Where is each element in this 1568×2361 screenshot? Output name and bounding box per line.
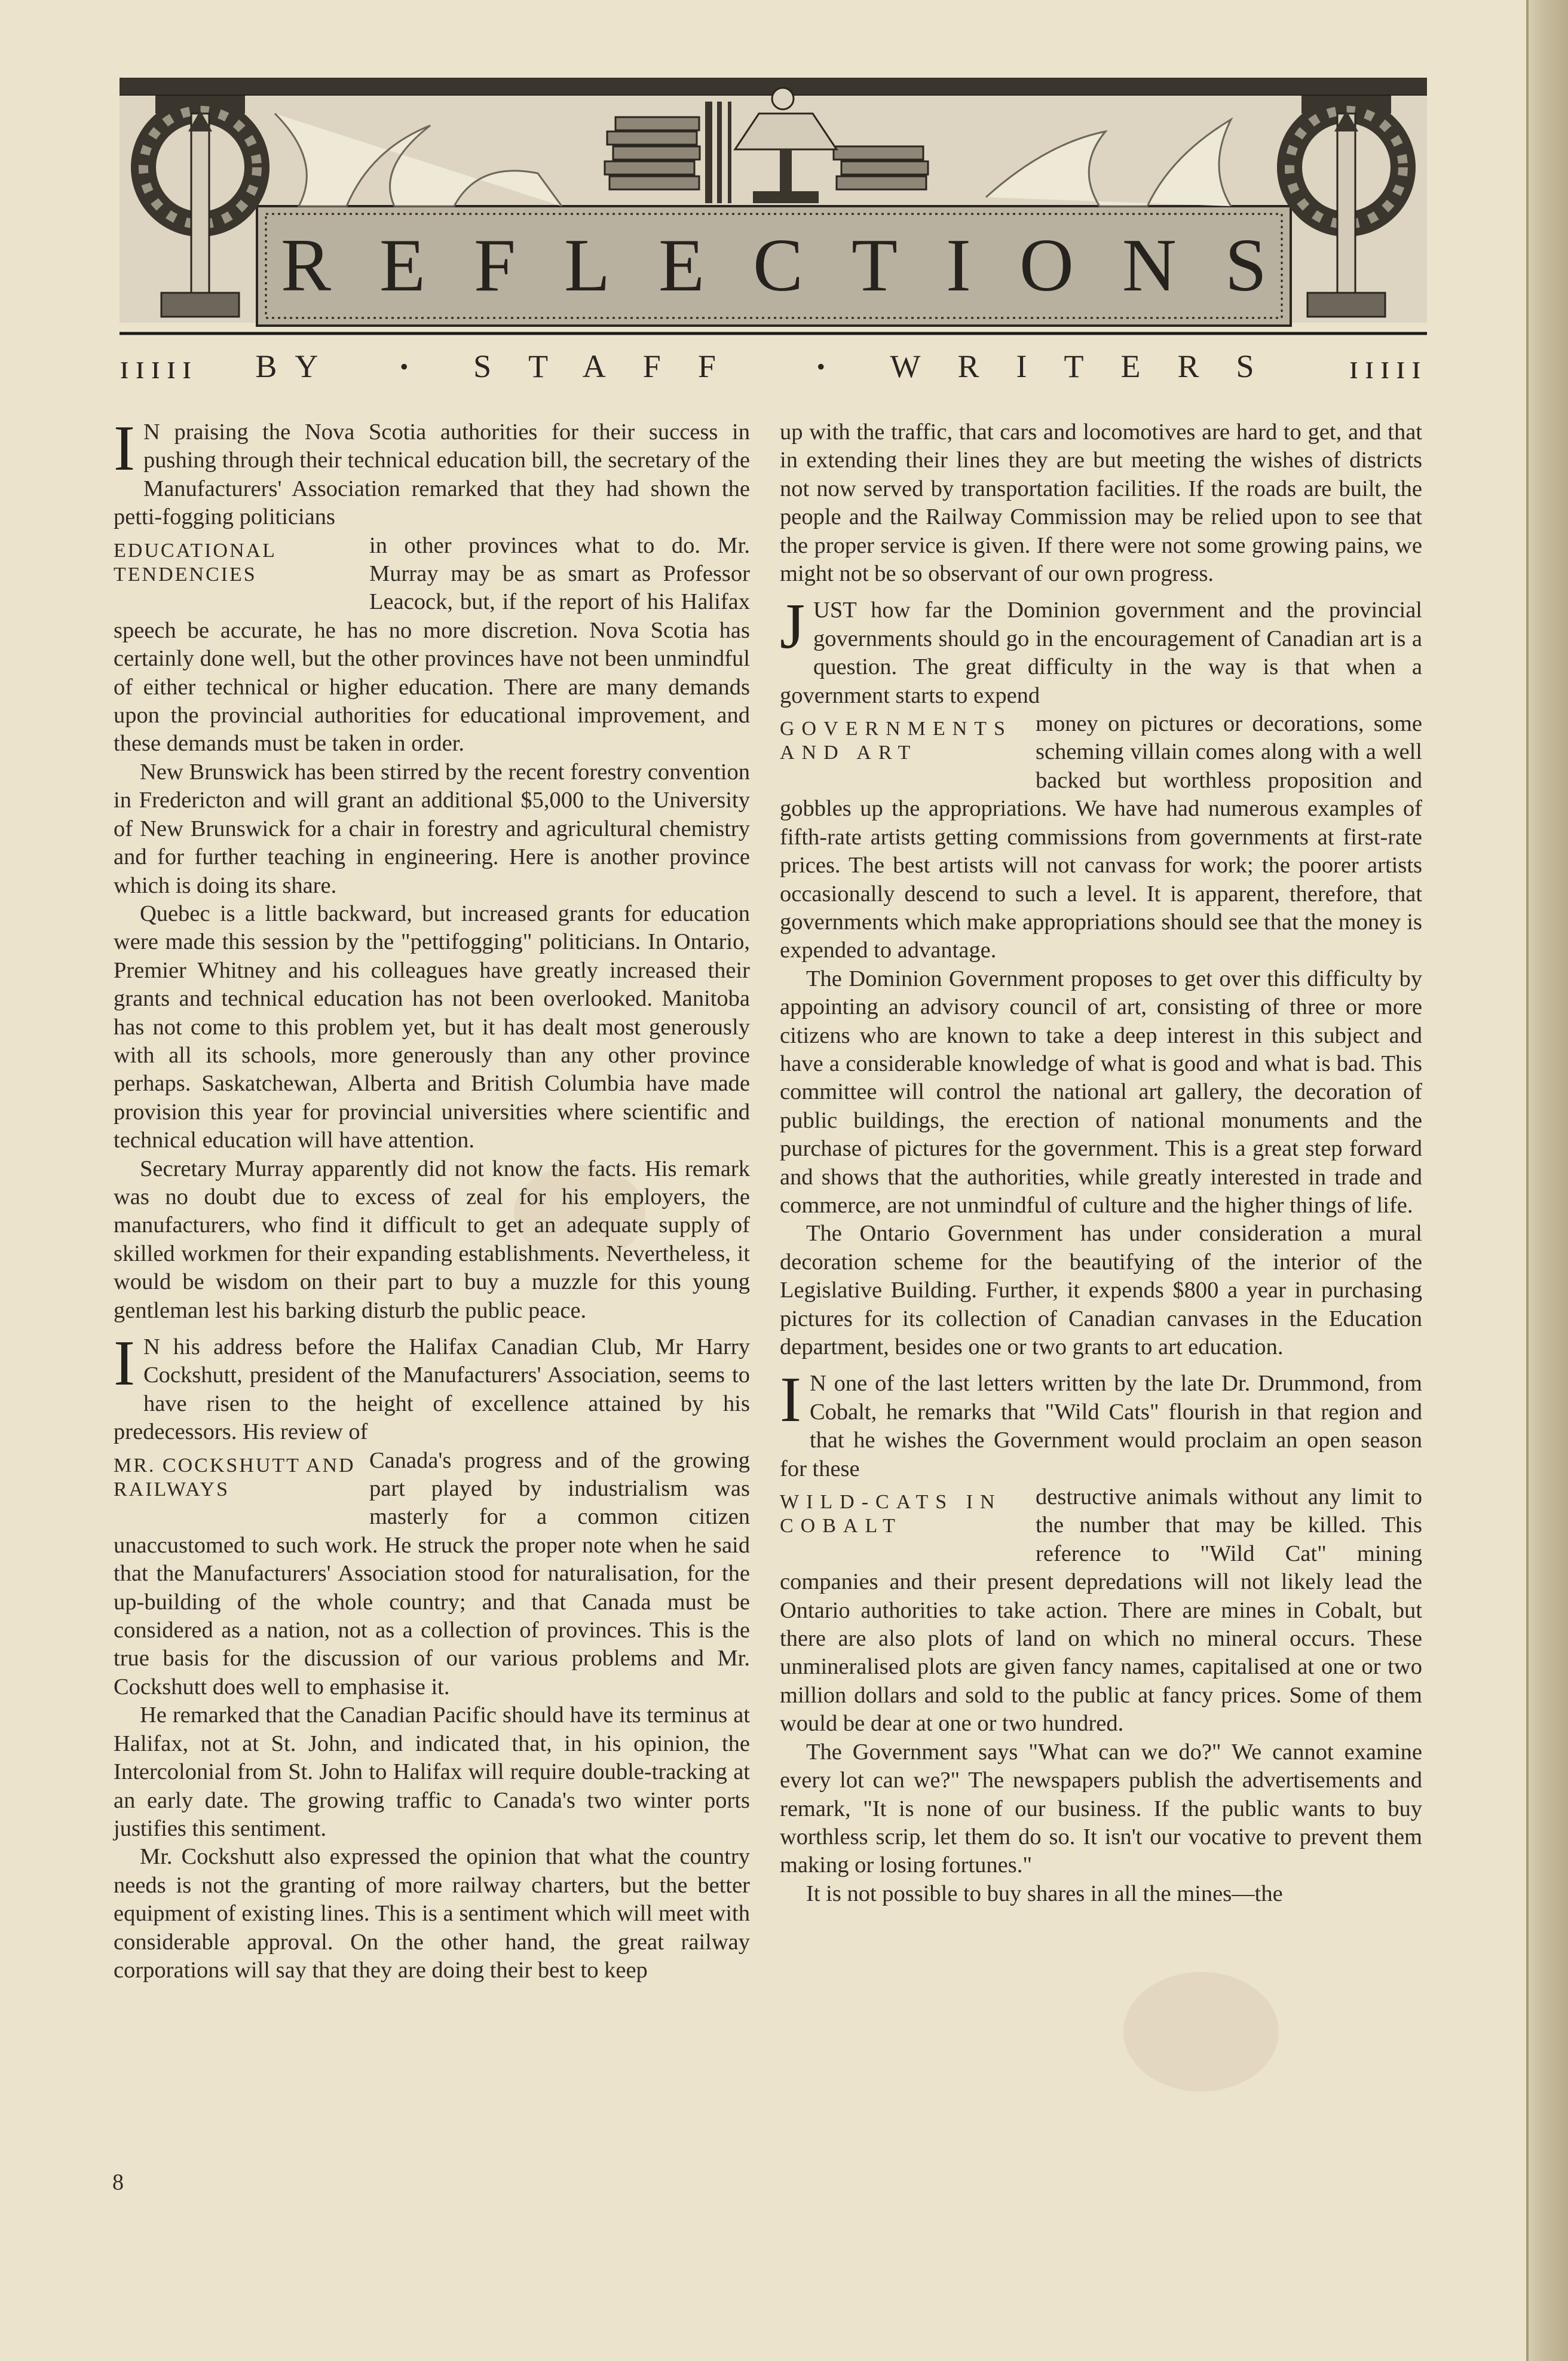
lead-text: N his address before the Halifax Canadian Club, Mr Harry Cockshutt, president of the Manufacturers' Association, seems to have risen to the height of excellence attained by his predecessors. His review of xyxy=(114,1334,750,1445)
article-cockshutt-railways xyxy=(114,1328,750,1985)
title-letter: C xyxy=(752,224,803,307)
title-letter: E xyxy=(379,224,425,307)
byline-dot: • xyxy=(816,353,826,380)
wrapped-text: Canada's progress and of the growing part played by industrialism was masterly for a common citizen unaccustomed to such work. He struck the proper note when he said that the Manufacturers' Association stood for naturalisation, for the up-building of the whole country; and that Canada must be considered as a nation, not as a collection of provinces. This is the true basis for the discussion of our various problems and Mr. Cockshutt does well to emphasise it. xyxy=(114,1447,750,1699)
title-letter: E xyxy=(659,224,705,307)
byline-ornament-left: ɪɪɪɪɪ xyxy=(120,347,198,386)
paragraph: Mr. Cockshutt also expressed the opinion that what the country needs is not the granting of more railway charters, but the better equipment of existing lines. This is a sentiment which will meet with considerable approval. On the other hand, the great railway corporations will say that they are doing their best to keep xyxy=(114,1844,750,1983)
right-column xyxy=(780,418,1422,1908)
continued-paragraph: up with the traffic, that cars and locomotives are hard to get, and that in extending their lines they are but meeting the wishes of districts not now served by transportation facilities. If the roads are built, the people and the Railway Commission may be relied upon to see that the proper service is given. If there were not some growing pains, we might not be so observant of our own progress. xyxy=(780,419,1422,587)
wrapped-text: destructive animals without any limit to the number that may be killed. This reference to "Wild Cat" mining companies and their present depredations will not likely lead the Ontario authorities to take action. There are mines in Cobalt, but there are also plots of land on which no mineral occurs. These unmineralised plots are given fancy names, capitalised at one or two million dollars and sold to the public at fancy prices. Some of them would be dear at one or two hundred. xyxy=(780,1484,1422,1737)
page-edge-line xyxy=(1526,0,1529,2361)
byline-writers: WRITERS xyxy=(890,348,1291,384)
drop-cap: J xyxy=(780,591,806,663)
paragraph: Secretary Murray apparently did not know the facts. His remark was no doubt due to excess of zeal for his employers, the manufacturers, who find it difficult to get an adequate supply of skilled workmen for their expanding establishments. Nevertheless, it would be wisdom on their part to buy a muzzle for this young gentleman lest his barking disturb the public peace. xyxy=(114,1156,750,1323)
paragraph: The Ontario Government has under consideration a mural decoration scheme for the beautifying of the interior of the Legislative Building. Further, it expends $800 a year in purchasing pictures for its collection of Canadian canvases in the Education department, besides one or two grants to art education. xyxy=(780,1221,1422,1359)
article-wild-cats-in-cobalt xyxy=(780,1364,1422,1908)
title-letter: O xyxy=(1019,224,1074,307)
paper-stain xyxy=(1123,1972,1279,2091)
title-letter: N xyxy=(1122,224,1177,307)
lead-text: N praising the Nova Scotia authorities for their success in pushing through their technical education bill, the secretary of the Manufacturers' Association remarked that they had shown the petti-fogging politicians xyxy=(114,419,750,530)
title-letter: I xyxy=(945,224,971,307)
title-letter: F xyxy=(473,224,516,307)
drop-cap: I xyxy=(780,1364,801,1436)
drop-cap: I xyxy=(114,413,135,484)
paragraph: New Brunswick has been stirred by the recent forestry convention in Fredericton and will grant an additional $5,000 to the University of New Brunswick for a chair in forestry and agricultural chemistry and for further teaching in engineering. Here is another province which is doing its share. xyxy=(114,759,750,898)
article-lead xyxy=(114,413,750,532)
title-letter: L xyxy=(564,224,611,307)
paragraph: The Dominion Government proposes to get over this difficulty by appointing an advisory council of art, consisting of three or more citizens who are known to take a deep interest in this subject and have a considerable knowledge of what is good and what is bad. This committee will control the national art gallery, the decoration of public buildings, the erection of national monuments and the purchase of pictures for the government. This is a great step forward and shows that the authorities, while greatly interested in trade and commerce, are not unmindful of culture and the higher things of life. xyxy=(780,966,1422,1218)
left-column xyxy=(114,413,750,1985)
byline-staff: STAFF xyxy=(473,348,753,384)
title-letter: T xyxy=(851,224,898,307)
drop-cap: I xyxy=(114,1328,135,1399)
paragraph: Quebec is a little backward, but increased grants for education were made this session by the "pettifogging" politicians. In Ontario, Premier Whitney and his colleagues have greatly increased their grants and technical education has not been overlooked. Manitoba has not come to this problem yet, but it has dealt most generously with all its schools, more generously than any other province perhaps. Saskatchewan, Alberta and British Columbia have made provision this year for provincial universities where scientific and technical education will have attention. xyxy=(114,901,750,1153)
page-edge xyxy=(1526,0,1568,2361)
article-lead xyxy=(780,1364,1422,1483)
article-governments-and-art xyxy=(780,591,1422,1361)
side-heading: GOVERNMENTS AND ART xyxy=(780,718,1012,764)
byline-dot: • xyxy=(400,353,410,380)
byline xyxy=(120,345,1427,387)
paragraph: He remarked that the Canadian Pacific should have its terminus at Halifax, not at St. John, and indicated that, in his opinion, the Intercolonial from St. John to Halifax will require double-tracking at an early date. The growing traffic to Canada's two winter ports justifies this sentiment. xyxy=(114,1702,750,1841)
title-letter: S xyxy=(1224,224,1267,307)
reflections-banner xyxy=(120,78,1427,341)
byline-by: BY xyxy=(255,348,336,384)
side-heading: MR. COCKSHUTT AND RAILWAYS xyxy=(114,1454,356,1500)
wrapped-text: in other provinces what to do. Mr. Murray may be as smart as Professor Leacock, but, if the report of his Halifax speech be accurate, he has no more discretion. Nova Scotia has certainly done well, but the other provinces have not been unmindful of either technical or higher education. There are many demands upon the provincial authorities for educational improvement, and these demands must be taken in order. xyxy=(114,532,750,757)
article-educational-tendencies xyxy=(114,413,750,1325)
lead-text: N one of the last letters written by the late Dr. Drummond, from Cobalt, he remarks that "Wild Cats" flourish in that region and that he wishes the Government would proclaim an open season for these xyxy=(780,1371,1422,1481)
article-lead xyxy=(114,1328,750,1447)
wrapped-text: money on pictures or decorations, some scheming villain comes along with a well backed but worthless proposition and gobbles up the appropriations. We have had numerous examples of fifth-rate artists getting commissions from governments at first-rate prices. The best artists will not canvass for work; the poorer artists occasionally descend to such a level. It is apparent, therefore, that governments which make appropriations should see that the money is expended to advantage. xyxy=(780,711,1422,963)
byline-ornament-right: ɪɪɪɪɪ xyxy=(1349,347,1427,386)
paragraph: It is not possible to buy shares in all the mines—the xyxy=(806,1881,1283,1906)
lead-text: UST how far the Dominion government and the provincial governments should go in the encouragement of Canadian art is a question. The great difficulty in the way is that when a government starts to expend xyxy=(780,598,1422,708)
page-number: 8 xyxy=(112,2170,124,2195)
side-heading: WILD-CATS IN COBALT xyxy=(780,1491,1002,1538)
side-heading: EDUCATIONAL TENDENCIES xyxy=(114,539,276,586)
banner-title xyxy=(257,206,1291,326)
title-letter: R xyxy=(281,224,332,307)
paragraph: The Government says "What can we do?" We cannot examine every lot can we?" The newspapers publish the advertisements and remark, "It is none of our business. If the public wants to buy worthless scrip, let them do so. It isn't our vocative to prevent them making or losing fortunes." xyxy=(780,1739,1422,1878)
article-lead xyxy=(780,591,1422,710)
